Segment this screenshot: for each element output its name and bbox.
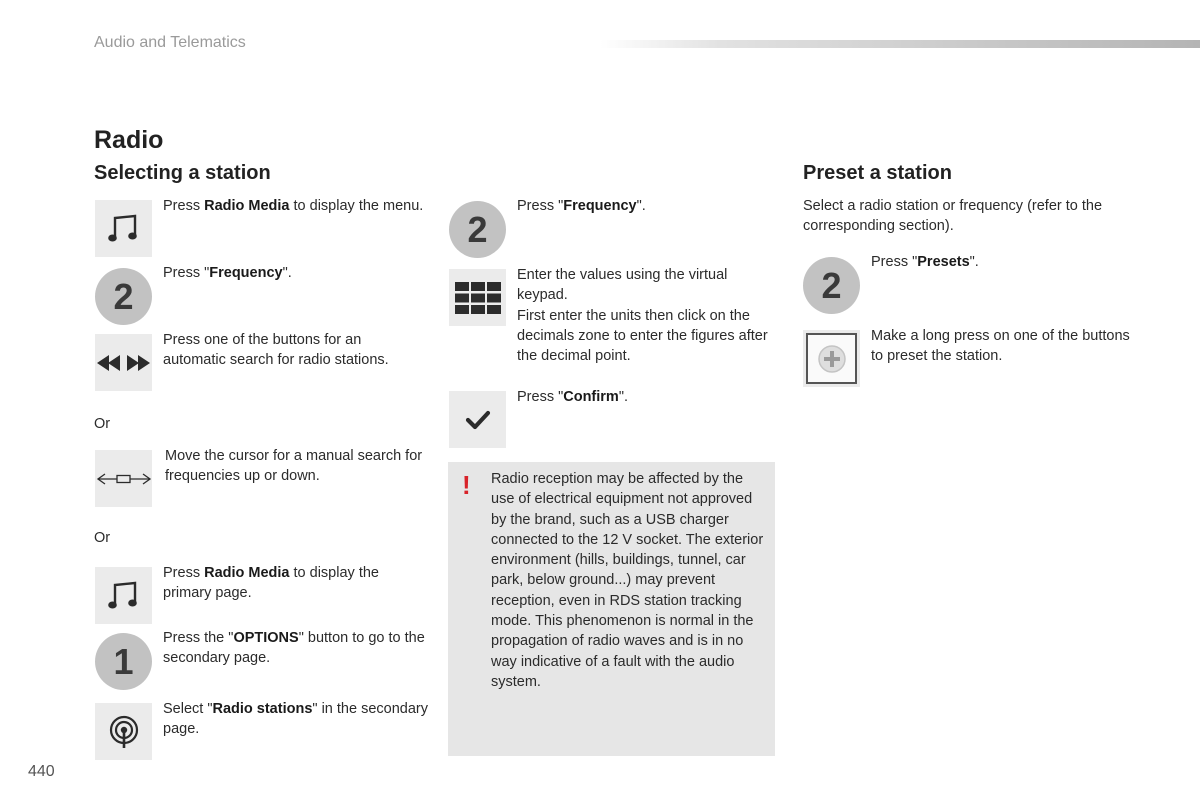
step-press-frequency: Press "Frequency". (517, 198, 646, 214)
step-press-presets: Press "Presets". (871, 254, 979, 270)
step-options-button: Press the "OPTIONS" button to go to the secondary page. (163, 630, 425, 667)
step-auto-search: Press one of the buttons for an automatic search for radio stations. (163, 332, 389, 369)
preset-intro: Select a radio station or frequency (refer to the corresponding section). (803, 198, 1103, 235)
radio-stations-icon (95, 703, 152, 760)
music-note-icon (95, 200, 152, 257)
step-number-2: 2 (95, 268, 152, 325)
step-number-2: 2 (449, 201, 506, 258)
step-manual-search: Move the cursor for a manual search for frequencies up or down. (165, 448, 423, 485)
warning-icon: ! (462, 470, 471, 500)
page-title: Radio (94, 126, 164, 154)
step-press-confirm: Press "Confirm". (517, 389, 629, 405)
frequency-slider-icon (95, 450, 152, 507)
step-select-radio-stations: Select "Radio stations" in the secondary page. (163, 701, 428, 738)
header-bar (600, 40, 1200, 48)
step-enter-values: Enter the values using the virtual keypad. First enter the units then click on the decimals zone to enter the figures after the decimal point. (517, 267, 768, 365)
step-number-1: 1 (95, 633, 152, 690)
step-radio-media-primary: Press Radio Media to display the primary page. (163, 565, 379, 602)
keypad-icon (449, 269, 506, 326)
step-long-press: Make a long press on one of the buttons to preset the station. (871, 328, 1130, 365)
seek-arrows-icon (95, 334, 152, 391)
step-radio-media-menu: Press Radio Media to display the menu. (163, 198, 424, 214)
music-note-icon (95, 567, 152, 624)
page-number: 440 (28, 763, 55, 780)
section-header: Audio and Telematics (94, 34, 246, 51)
preset-plus-icon (803, 330, 860, 387)
preset-station-heading: Preset a station (803, 162, 952, 184)
step-number-2: 2 (803, 257, 860, 314)
warning-text: Radio reception may be affected by the use of electrical equipment not approved by the brand, such as a USB charger connected to the 12 V socket. The exterior environment (hills, buildings, tunnel, car park, below ground...) may prevent reception, even in RDS station tracking mode. This phenomenon is normal in the propagation of radio waves and is in no way indicative of a fault with the audio system. (491, 471, 764, 690)
selecting-station-heading: Selecting a station (94, 162, 271, 184)
check-icon (449, 391, 506, 448)
or-label-1: Or (94, 416, 111, 432)
or-label-2: Or (94, 530, 111, 546)
step-press-frequency: Press "Frequency". (163, 265, 292, 281)
